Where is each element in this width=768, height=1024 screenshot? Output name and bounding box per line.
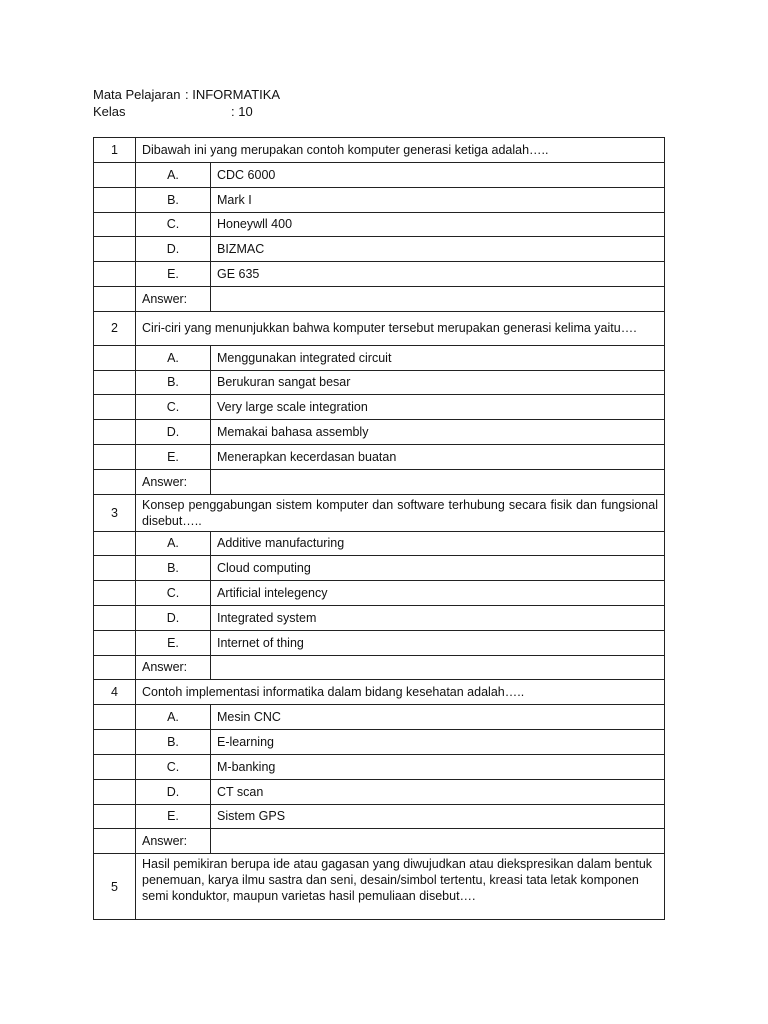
option-row [94, 804, 665, 829]
option-text: Berukuran sangat besar [211, 370, 665, 395]
question-row [94, 311, 665, 345]
option-spacer [94, 730, 136, 755]
answer-spacer [94, 655, 136, 680]
option-text: E-learning [211, 730, 665, 755]
option-spacer [94, 262, 136, 287]
option-text: CT scan [211, 779, 665, 804]
option-spacer [94, 531, 136, 556]
question-text: Contoh implementasi informatika dalam bidang kesehatan adalah….. [136, 680, 665, 705]
option-text: Memakai bahasa assembly [211, 420, 665, 445]
option-text: Menerapkan kecerdasan buatan [211, 444, 665, 469]
option-spacer [94, 395, 136, 420]
option-text: Internet of thing [211, 630, 665, 655]
option-row [94, 605, 665, 630]
question-row [94, 494, 665, 531]
option-text: Mesin CNC [211, 705, 665, 730]
option-letter: B. [136, 556, 211, 581]
question-row [94, 138, 665, 163]
answer-row [94, 469, 665, 494]
question-number: 3 [94, 494, 136, 531]
answer-spacer [94, 469, 136, 494]
option-row [94, 212, 665, 237]
question-number: 2 [94, 311, 136, 345]
question-number: 4 [94, 680, 136, 705]
option-spacer [94, 187, 136, 212]
option-letter: C. [136, 212, 211, 237]
option-letter: E. [136, 444, 211, 469]
answer-field[interactable] [211, 286, 665, 311]
option-text: Additive manufacturing [211, 531, 665, 556]
answer-label: Answer: [136, 655, 211, 680]
answer-field[interactable] [211, 829, 665, 854]
option-text: Integrated system [211, 605, 665, 630]
option-letter: C. [136, 754, 211, 779]
answer-row [94, 286, 665, 311]
option-spacer [94, 630, 136, 655]
option-spacer [94, 212, 136, 237]
option-row [94, 556, 665, 581]
option-row [94, 370, 665, 395]
question-text: Konsep penggabungan sistem komputer dan software terhubung secara fisik dan fungsional disebut….. [136, 494, 665, 531]
option-row [94, 730, 665, 755]
subject-label: Mata Pelajaran [93, 87, 181, 102]
document-header [93, 86, 280, 120]
option-row [94, 630, 665, 655]
option-spacer [94, 581, 136, 606]
question-number: 5 [94, 854, 136, 920]
option-text: GE 635 [211, 262, 665, 287]
option-spacer [94, 754, 136, 779]
option-text: Mark I [211, 187, 665, 212]
option-row [94, 395, 665, 420]
option-row [94, 779, 665, 804]
option-text: Artificial intelegency [211, 581, 665, 606]
option-spacer [94, 420, 136, 445]
question-row [94, 680, 665, 705]
option-spacer [94, 163, 136, 188]
option-letter: D. [136, 779, 211, 804]
answer-label: Answer: [136, 286, 211, 311]
answer-label: Answer: [136, 469, 211, 494]
option-text: Cloud computing [211, 556, 665, 581]
answer-row [94, 829, 665, 854]
option-letter: A. [136, 531, 211, 556]
class-label: Kelas [93, 104, 126, 119]
answer-field[interactable] [211, 655, 665, 680]
option-letter: C. [136, 581, 211, 606]
option-row [94, 163, 665, 188]
option-spacer [94, 345, 136, 370]
option-row [94, 187, 665, 212]
question-text: Ciri-ciri yang menunjukkan bahwa komputer tersebut merupakan generasi kelima yaitu…. [136, 311, 665, 345]
option-row [94, 531, 665, 556]
question-row [94, 854, 665, 920]
option-row [94, 754, 665, 779]
answer-spacer [94, 829, 136, 854]
option-spacer [94, 556, 136, 581]
option-letter: D. [136, 420, 211, 445]
option-text: CDC 6000 [211, 163, 665, 188]
option-letter: B. [136, 187, 211, 212]
question-text: Dibawah ini yang merupakan contoh komputer generasi ketiga adalah….. [136, 138, 665, 163]
option-row [94, 345, 665, 370]
option-row [94, 262, 665, 287]
class-row [93, 103, 280, 120]
quiz-table [93, 137, 665, 920]
option-letter: E. [136, 804, 211, 829]
question-number: 1 [94, 138, 136, 163]
option-text: BIZMAC [211, 237, 665, 262]
option-spacer [94, 370, 136, 395]
option-row [94, 237, 665, 262]
subject-value: : INFORMATIKA [185, 87, 281, 102]
option-spacer [94, 237, 136, 262]
answer-row [94, 655, 665, 680]
option-text: Menggunakan integrated circuit [211, 345, 665, 370]
option-letter: D. [136, 237, 211, 262]
option-letter: D. [136, 605, 211, 630]
option-spacer [94, 444, 136, 469]
option-spacer [94, 804, 136, 829]
option-letter: B. [136, 370, 211, 395]
option-letter: A. [136, 163, 211, 188]
question-text: Hasil pemikiran berupa ide atau gagasan yang diwujudkan atau diekspresikan dalam bentuk penemuan, karya ilmu sastra dan seni, desain/simbol tertentu, kreasi tata letak komponen semi konduktor, maupun varietas hasil pemuliaan disebut…. [136, 854, 665, 920]
option-text: Sistem GPS [211, 804, 665, 829]
answer-label: Answer: [136, 829, 211, 854]
answer-spacer [94, 286, 136, 311]
option-row [94, 581, 665, 606]
option-letter: E. [136, 630, 211, 655]
subject-row [93, 86, 280, 103]
option-letter: C. [136, 395, 211, 420]
option-spacer [94, 705, 136, 730]
option-letter: A. [136, 705, 211, 730]
option-row [94, 420, 665, 445]
option-text: Honeywll 400 [211, 212, 665, 237]
answer-field[interactable] [211, 469, 665, 494]
class-value: : 10 [231, 104, 253, 119]
option-row [94, 705, 665, 730]
option-letter: E. [136, 262, 211, 287]
option-text: Very large scale integration [211, 395, 665, 420]
option-row [94, 444, 665, 469]
option-letter: A. [136, 345, 211, 370]
option-spacer [94, 605, 136, 630]
option-text: M-banking [211, 754, 665, 779]
option-spacer [94, 779, 136, 804]
option-letter: B. [136, 730, 211, 755]
